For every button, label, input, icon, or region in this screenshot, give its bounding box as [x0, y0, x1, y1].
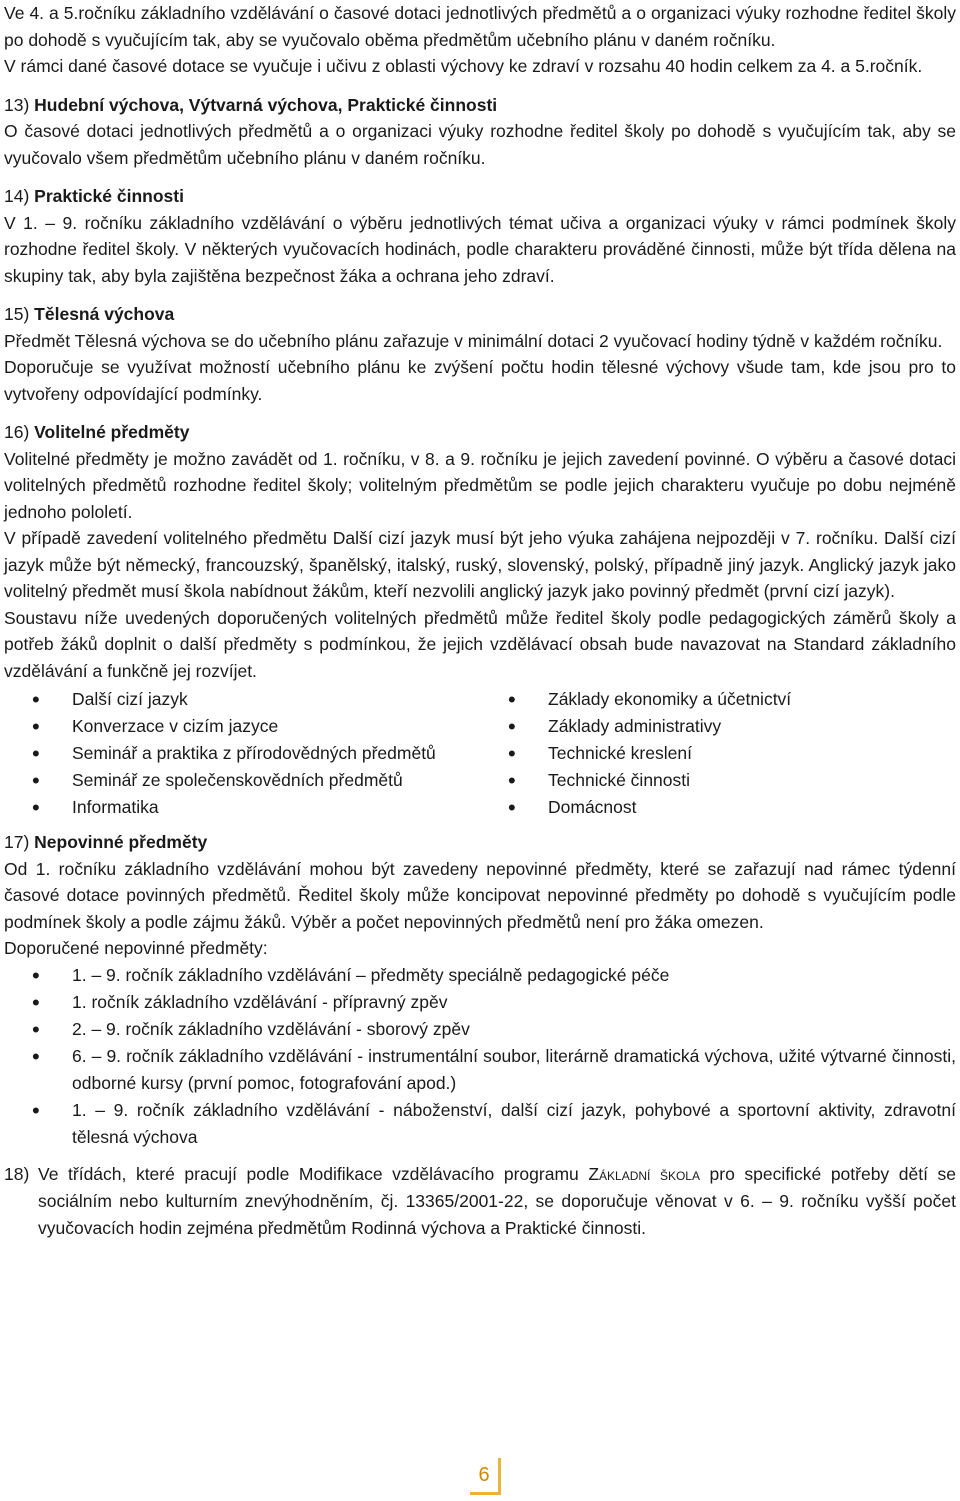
section-17-heading [4, 829, 956, 856]
section-16-number: 16) [4, 422, 30, 442]
section-17-number: 17) [4, 832, 30, 852]
list-item: • Technické kreslení [480, 740, 956, 767]
page-number: 6 [470, 1458, 501, 1495]
section-18-text-b: pro specifické potřeby dětí se sociálním nebo kulturním znevýhodněním, čj. 13365/2001-22, se doporučuje věnovat v 6. – 9. ročníku vyšší počet vyučovacích hodin zejména předmětům Rodinná výchova a Praktické činnosti. [38, 1163, 957, 1238]
section-16-paragraph-1: Volitelné předměty je možno zavádět od 1. ročníku, v 8. a 9. ročníku je jejich zavedení povinné. O výběru a časové dotaci volitelných předmětů rozhodne ředitel školy; volitelným předmětům se podle jejich charakteru vyučuje po dobu nejméně jednoho pololetí. [4, 448, 956, 522]
list-item: • 2. – 9. ročník základního vzdělávání - sborový zpěv [4, 1016, 956, 1043]
section-13-text: O časové dotaci jednotlivých předmětů a o organizaci výuky rozhodne ředitel školy po dohodě s vyučujícím tak, aby se vyučovalo všem předmětům učebního plánu v daném ročníku. [4, 121, 956, 168]
section-17-paragraph-2: Doporučené nepovinné předměty: [4, 938, 268, 958]
section-15-heading [4, 301, 956, 328]
list-item: • Domácnost [480, 794, 956, 821]
section-13-heading [4, 92, 956, 119]
section-15-paragraph-1: Předmět Tělesná výchova se do učebního plánu zařazuje v minimální dotaci 2 vyučovací hodiny týdně v každém ročníku. [4, 330, 943, 351]
section-18-small-caps: ákladní škola [599, 1163, 700, 1184]
section-17-paragraph-1: Od 1. ročníku základního vzdělávání mohou být zavedeny nepovinné předměty, které se zařazují nad rámec týdenní časové dotace povinných předmětů. Ředitel školy může koncipovat nepovinné předměty po dohodě s vyučujícím podle podmínek školy a podle zájmu žáků. Výběr a počet nepovinných předmětů není pro žáka omezen. [4, 858, 956, 932]
list-item: • Seminář ze společenskovědních předmětů [4, 767, 444, 794]
section-15-paragraph-2: Doporučuje se využívat možností učebního plánu ke zvýšení počtu hodin tělesné výchovy všude tam, kde jsou pro to vytvořeny odpovídající podmínky. [4, 357, 956, 404]
section-17-title: Nepovinné předměty [34, 832, 208, 852]
list-item: • Seminář a praktika z přírodovědných předmětů [4, 740, 444, 767]
list-item: • 1. – 9. ročník základního vzdělávání - náboženství, další cizí jazyk, pohybové a sportovní aktivity, zdravotní tělesná výchova [4, 1097, 956, 1151]
list-item: • 6. – 9. ročník základního vzdělávání - instrumentální soubor, literárně dramatická výchova, užité výtvarné činnosti, odborné kursy (první pomoc, fotografování apod.) [4, 1043, 956, 1097]
intro-paragraph-1: Ve 4. a 5.ročníku základního vzdělávání o časové dotaci jednotlivých předmětů a o organizaci výuky rozhodne ředitel školy po dohodě s vyučujícím tak, aby se vyučovalo oběma předmětům učebního plánu v daném ročníku. [4, 3, 956, 50]
section-13-title: Hudební výchova, Výtvarná výchova, Praktické činnosti [34, 94, 498, 115]
section-16-paragraph-2: V případě zavedení volitelného předmětu Další cizí jazyk musí být jeho výuka zahájena nejpozději v 7. ročníku. Další cizí jazyk může být německý, francouzský, španělský, italský, ruský, slovenský, polský, případně jiný jazyk. Anglický jazyk jako volitelný předmět musí škola nabídnout žákům, kteří nezvolili anglický jazyk jako povinný předmět (první cizí jazyk). [4, 528, 956, 601]
section-15-number: 15) [4, 304, 30, 324]
list-item: • Základy administrativy [480, 713, 956, 740]
list-item: • 1. – 9. ročník základního vzdělávání – předměty speciálně pedagogické péče [4, 962, 956, 989]
section-18-text-a: Ve třídách, které pracují podle Modifikace vzdělávacího programu Z [38, 1163, 600, 1184]
list-item: • Informatika [4, 794, 444, 821]
section-15-title: Tělesná výchova [34, 304, 175, 324]
section-18 [4, 1161, 956, 1242]
section-13-number: 13) [4, 94, 30, 115]
section-14-title: Praktické činnosti [34, 186, 184, 206]
optional-subjects-list [4, 962, 956, 1151]
section-16-heading [4, 419, 956, 446]
elective-list-left [4, 686, 480, 821]
elective-list-right [480, 686, 956, 821]
list-item: • 1. ročník základního vzdělávání - přípravný zpěv [4, 989, 956, 1016]
intro-paragraph-2: V rámci dané časové dotace se vyučuje i učivu z oblasti výchovy ke zdraví v rozsahu 40 hodin celkem za 4. a 5.ročník. [4, 56, 923, 76]
list-item: • Konverzace v cizím jazyce [4, 713, 444, 740]
list-item: • Technické činnosti [480, 767, 956, 794]
section-14-text: V 1. – 9. ročníku základního vzdělávání o výběru jednotlivých témat učiva a organizaci výuky v rámci podmínek školy rozhodne ředitel školy. V některých vyučovacích hodinách, podle charakteru prováděné činnosti, může být třída dělena na skupiny tak, aby byla zajištěna bezpečnost žáka a ochrana jeho zdraví. [4, 212, 956, 286]
list-item: • Další cizí jazyk [4, 686, 444, 713]
list-item: • Základy ekonomiky a účetnictví [480, 686, 956, 713]
section-16-paragraph-3: Soustavu níže uvedených doporučených volitelných předmětů může ředitel školy podle pedagogických záměrů školy a potřeb žáků doplnit o další předměty s podmínkou, že jejich vzdělávací obsah bude navazovat na Standard základního vzdělávání a funkčně jej rozvíjet. [4, 607, 956, 681]
section-16-title: Volitelné předměty [34, 422, 190, 442]
section-18-number: 18) [4, 1163, 30, 1184]
section-14-heading [4, 183, 956, 210]
section-14-number: 14) [4, 186, 30, 206]
elective-subjects-lists [4, 686, 956, 821]
document-page [4, 0, 956, 1242]
